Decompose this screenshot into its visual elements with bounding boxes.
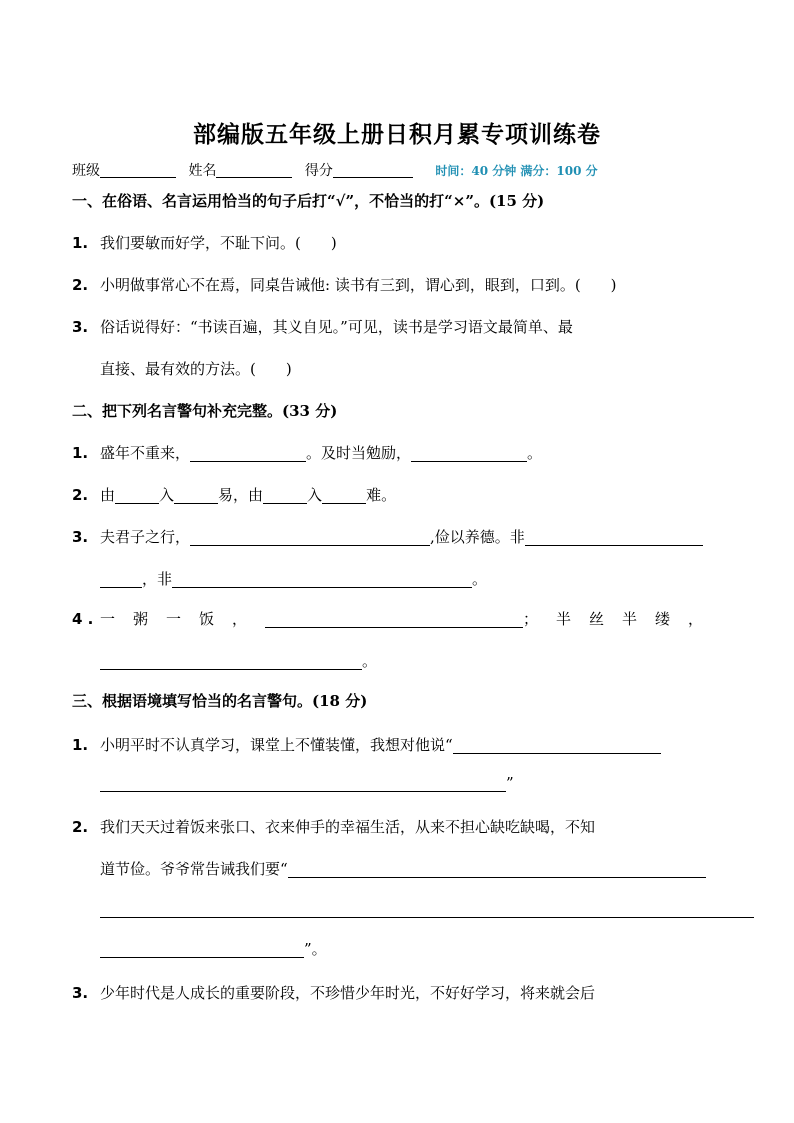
answer-blank[interactable] <box>322 487 366 504</box>
s1-question-1 <box>72 232 337 253</box>
s3-question-2-cont <box>100 858 706 879</box>
question-text: 。 <box>472 570 488 588</box>
name-label: 姓名 <box>188 163 217 179</box>
s2-question-4 <box>72 608 721 629</box>
s2-question-4-cont <box>100 650 377 671</box>
answer-blank[interactable] <box>100 941 304 958</box>
question-text: 盛年不重来， <box>100 444 191 462</box>
name-blank[interactable] <box>216 163 292 178</box>
answer-blank[interactable] <box>190 529 430 546</box>
answer-blank[interactable] <box>453 737 661 754</box>
question-number: 2. <box>72 276 89 294</box>
s3-question-2-blank-line <box>100 900 754 918</box>
question-number: 2. <box>72 486 89 504</box>
answer-blank[interactable] <box>172 571 472 588</box>
question-number: 1. <box>72 234 89 252</box>
page-title: 部编版五年级上册日积月累专项训练卷 <box>193 122 601 148</box>
question-text: 少年时代是人成长的重要阶段，不珍惜少年时光，不好好学习，将来就会后 <box>100 984 596 1002</box>
question-number: 1. <box>72 444 89 462</box>
s3-question-2 <box>72 816 595 837</box>
question-text: 入 <box>159 486 175 504</box>
question-text: 入 <box>307 486 323 504</box>
answer-blank[interactable] <box>265 611 523 628</box>
answer-blank[interactable] <box>100 653 362 670</box>
answer-blank[interactable] <box>174 487 218 504</box>
question-text: ，非 <box>142 570 173 588</box>
question-text: 俗话说得好：“书读百遍，其义自见。”可见，读书是学习语文最简单、最 <box>100 318 573 336</box>
question-text: ,俭以养德。非 <box>430 528 525 546</box>
s1-question-2 <box>72 274 617 295</box>
answer-blank[interactable] <box>100 571 142 588</box>
question-text: 一粥一饭， <box>100 610 266 628</box>
question-text: 。及时当勉励， <box>306 444 412 462</box>
question-text: 我们天天过着饭来张口、衣来伸手的幸福生活，从来不担心缺吃缺喝，不知 <box>100 818 596 836</box>
section2-heading: 二、把下列名言警句补充完整。(33 分) <box>72 402 338 420</box>
answer-blank[interactable] <box>100 775 506 792</box>
answer-blank[interactable] <box>115 487 159 504</box>
answer-blank[interactable] <box>525 529 703 546</box>
answer-blank[interactable] <box>190 445 306 462</box>
question-number: 3. <box>72 528 89 546</box>
question-text: 夫君子之行， <box>100 528 191 546</box>
question-text: ；半丝半缕， <box>523 610 722 628</box>
s3-question-1 <box>72 734 661 755</box>
s2-question-3 <box>72 526 703 547</box>
question-number: 4 . <box>72 610 94 628</box>
answer-blank[interactable] <box>100 901 754 918</box>
question-text: 。 <box>362 652 378 670</box>
question-text: ” <box>506 774 514 792</box>
question-text: 小明平时不认真学习，课堂上不懂装懂，我想对他说“ <box>100 736 453 754</box>
s1-question-3-cont: 直接、最有效的方法。( ) <box>100 360 292 378</box>
answer-blank[interactable] <box>288 861 706 878</box>
s1-question-3 <box>72 316 573 337</box>
question-number: 3. <box>72 318 89 336</box>
question-text: ”。 <box>304 940 327 958</box>
question-text: 由 <box>100 486 116 504</box>
s2-question-1 <box>72 442 542 463</box>
question-number: 1. <box>72 736 89 754</box>
s3-question-3 <box>72 982 595 1003</box>
question-number: 2. <box>72 818 89 836</box>
s3-question-1-cont <box>100 774 514 792</box>
class-blank[interactable] <box>100 163 176 178</box>
section1-heading: 一、在俗语、名言运用恰当的句子后打“√”，不恰当的打“×”。(15 分) <box>72 192 545 210</box>
question-text: 易，由 <box>218 486 264 504</box>
s3-question-2-end <box>100 938 327 959</box>
answer-blank[interactable] <box>263 487 307 504</box>
class-label: 班级 <box>72 163 100 179</box>
question-text: 道节俭。爷爷常告诫我们要“ <box>100 860 288 878</box>
answer-blank[interactable] <box>411 445 527 462</box>
s2-question-2 <box>72 484 396 505</box>
question-text: 。 <box>527 444 543 462</box>
section3-heading: 三、根据语境填写恰当的名言警句。(18 分) <box>72 692 368 710</box>
score-label: 得分 <box>304 163 333 179</box>
question-number: 3. <box>72 984 89 1002</box>
question-text: 我们要敏而好学，不耻下问。( ) <box>100 234 337 252</box>
time-score-info: 时间：40 分钟 满分：100 分 <box>435 164 598 178</box>
question-text: 小明做事常心不在焉，同桌告诫他: 读书有三到，谓心到，眼到，口到。( ) <box>100 276 617 294</box>
question-text: 难。 <box>366 486 397 504</box>
student-info-row <box>72 160 598 180</box>
score-blank[interactable] <box>333 163 413 178</box>
s2-question-3-cont <box>100 568 487 589</box>
